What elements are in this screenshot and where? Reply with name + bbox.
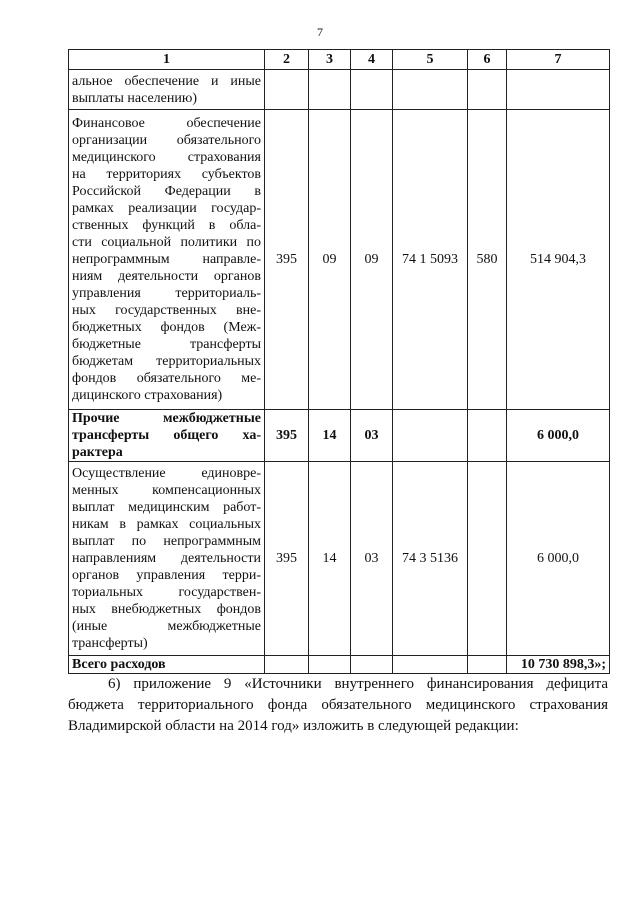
expense-name-line: выплат медицинским работ- bbox=[72, 500, 261, 515]
expense-name-line: ных государственных вне- bbox=[72, 303, 261, 318]
col-header-1: 1 bbox=[69, 50, 265, 70]
code-cell: 395 bbox=[265, 410, 309, 462]
expense-name-cell bbox=[69, 462, 265, 656]
section-cell: 14 bbox=[309, 410, 351, 462]
expense-name-line: ственных функций в обла- bbox=[72, 218, 261, 233]
expense-name-line: рактера bbox=[72, 445, 123, 460]
col-header-4: 4 bbox=[351, 50, 393, 70]
expense-name-line: органов управления терри- bbox=[72, 568, 261, 583]
table-row bbox=[69, 110, 610, 410]
expense-name-line: непрограммным направле- bbox=[72, 252, 261, 267]
amount-cell bbox=[507, 70, 610, 110]
expense-name-line: ториальных государствен- bbox=[72, 585, 261, 600]
expense-name-line: организации обязательного bbox=[72, 133, 261, 148]
col-header-6: 6 bbox=[468, 50, 507, 70]
subsection-cell bbox=[351, 70, 393, 110]
expense-name-line: Финансовое обеспечение bbox=[72, 116, 261, 131]
code-cell bbox=[265, 656, 309, 674]
expense-name-line: выплаты населению) bbox=[72, 90, 197, 106]
expense-name-line: трансферты общего ха- bbox=[72, 428, 261, 443]
expense-name-line: бюджетных фондов (Меж- bbox=[72, 320, 261, 335]
target-article-cell bbox=[393, 656, 468, 674]
expense-type-cell bbox=[468, 462, 507, 656]
subsection-cell: 09 bbox=[351, 110, 393, 410]
expense-type-cell bbox=[468, 70, 507, 110]
section-cell: 09 bbox=[309, 110, 351, 410]
col-header-7: 7 bbox=[507, 50, 610, 70]
code-cell bbox=[265, 70, 309, 110]
expense-name-line: фондов обязательного ме- bbox=[72, 371, 261, 386]
target-article-cell: 74 1 5093 bbox=[393, 110, 468, 410]
expense-name-line: бюджетам территориальных bbox=[72, 354, 261, 369]
code-cell: 395 bbox=[265, 462, 309, 656]
expense-name-line: направлениям деятельности bbox=[72, 551, 261, 566]
target-article-cell bbox=[393, 70, 468, 110]
expense-name-line: альное обеспечение и иные bbox=[72, 73, 261, 89]
section-cell bbox=[309, 656, 351, 674]
expense-name-line: выплат по непрограммным bbox=[72, 534, 261, 549]
page-number: 7 bbox=[317, 25, 323, 39]
expense-name-line: Российской Федерации в bbox=[72, 184, 261, 199]
total-row bbox=[69, 656, 610, 674]
expense-name-cell bbox=[69, 110, 265, 410]
expense-name-line: Всего расходов bbox=[72, 657, 166, 672]
expense-type-cell bbox=[468, 410, 507, 462]
amount-cell: 6 000,0 bbox=[507, 462, 610, 656]
expense-name-line: рамках реализации государ- bbox=[72, 201, 261, 216]
code-cell: 395 bbox=[265, 110, 309, 410]
budget-table bbox=[68, 49, 610, 674]
expense-name-line: (иные межбюджетные bbox=[72, 619, 261, 634]
expense-type-cell: 580 bbox=[468, 110, 507, 410]
table-row bbox=[69, 70, 610, 110]
col-header-5: 5 bbox=[393, 50, 468, 70]
expense-name-line: менных компенсационных bbox=[72, 483, 261, 498]
expense-name-line: ных внебюджетных фондов bbox=[72, 602, 261, 617]
expense-name-cell bbox=[69, 656, 265, 674]
table-row bbox=[69, 462, 610, 656]
subsection-cell: 03 bbox=[351, 462, 393, 656]
amount-cell: 6 000,0 bbox=[507, 410, 610, 462]
expense-name-line: Осуществление единовре- bbox=[72, 466, 261, 481]
expense-name-line: никам в рамках социальных bbox=[72, 517, 261, 532]
subsection-cell bbox=[351, 656, 393, 674]
expense-name-line: ниям деятельности органов bbox=[72, 269, 261, 284]
section-cell bbox=[309, 70, 351, 110]
body-paragraph: 6) приложение 9 «Источники внутреннего финансирования дефицита бюджета территориального фонда обязательного медицинского страхования Владимирской области на 2014 год» изложить в следующей редакции: bbox=[68, 676, 608, 734]
expense-name-cell bbox=[69, 410, 265, 462]
table-row bbox=[69, 410, 610, 462]
expense-name-line: на территориях субъектов bbox=[72, 167, 261, 182]
target-article-cell bbox=[393, 410, 468, 462]
expense-type-cell bbox=[468, 656, 507, 674]
subsection-cell: 03 bbox=[351, 410, 393, 462]
col-header-2: 2 bbox=[265, 50, 309, 70]
expense-name-line: бюджетные трансферты bbox=[72, 337, 261, 352]
section-cell: 14 bbox=[309, 462, 351, 656]
expense-name-line: Прочие межбюджетные bbox=[72, 411, 261, 426]
expense-name-line: сти социальной политики по bbox=[72, 235, 261, 250]
expense-name-line: управления территориаль- bbox=[72, 286, 261, 301]
expense-name-line: трансферты) bbox=[72, 636, 148, 651]
target-article-cell: 74 3 5136 bbox=[393, 462, 468, 656]
col-header-3: 3 bbox=[309, 50, 351, 70]
header-row bbox=[69, 50, 610, 70]
expense-name-line: медицинского страхования bbox=[72, 150, 261, 165]
expense-name-cell bbox=[69, 70, 265, 110]
expense-name-line: дицинского страхования) bbox=[72, 388, 223, 403]
amount-cell: 514 904,3 bbox=[507, 110, 610, 410]
amount-cell: 10 730 898,3»; bbox=[507, 656, 610, 674]
